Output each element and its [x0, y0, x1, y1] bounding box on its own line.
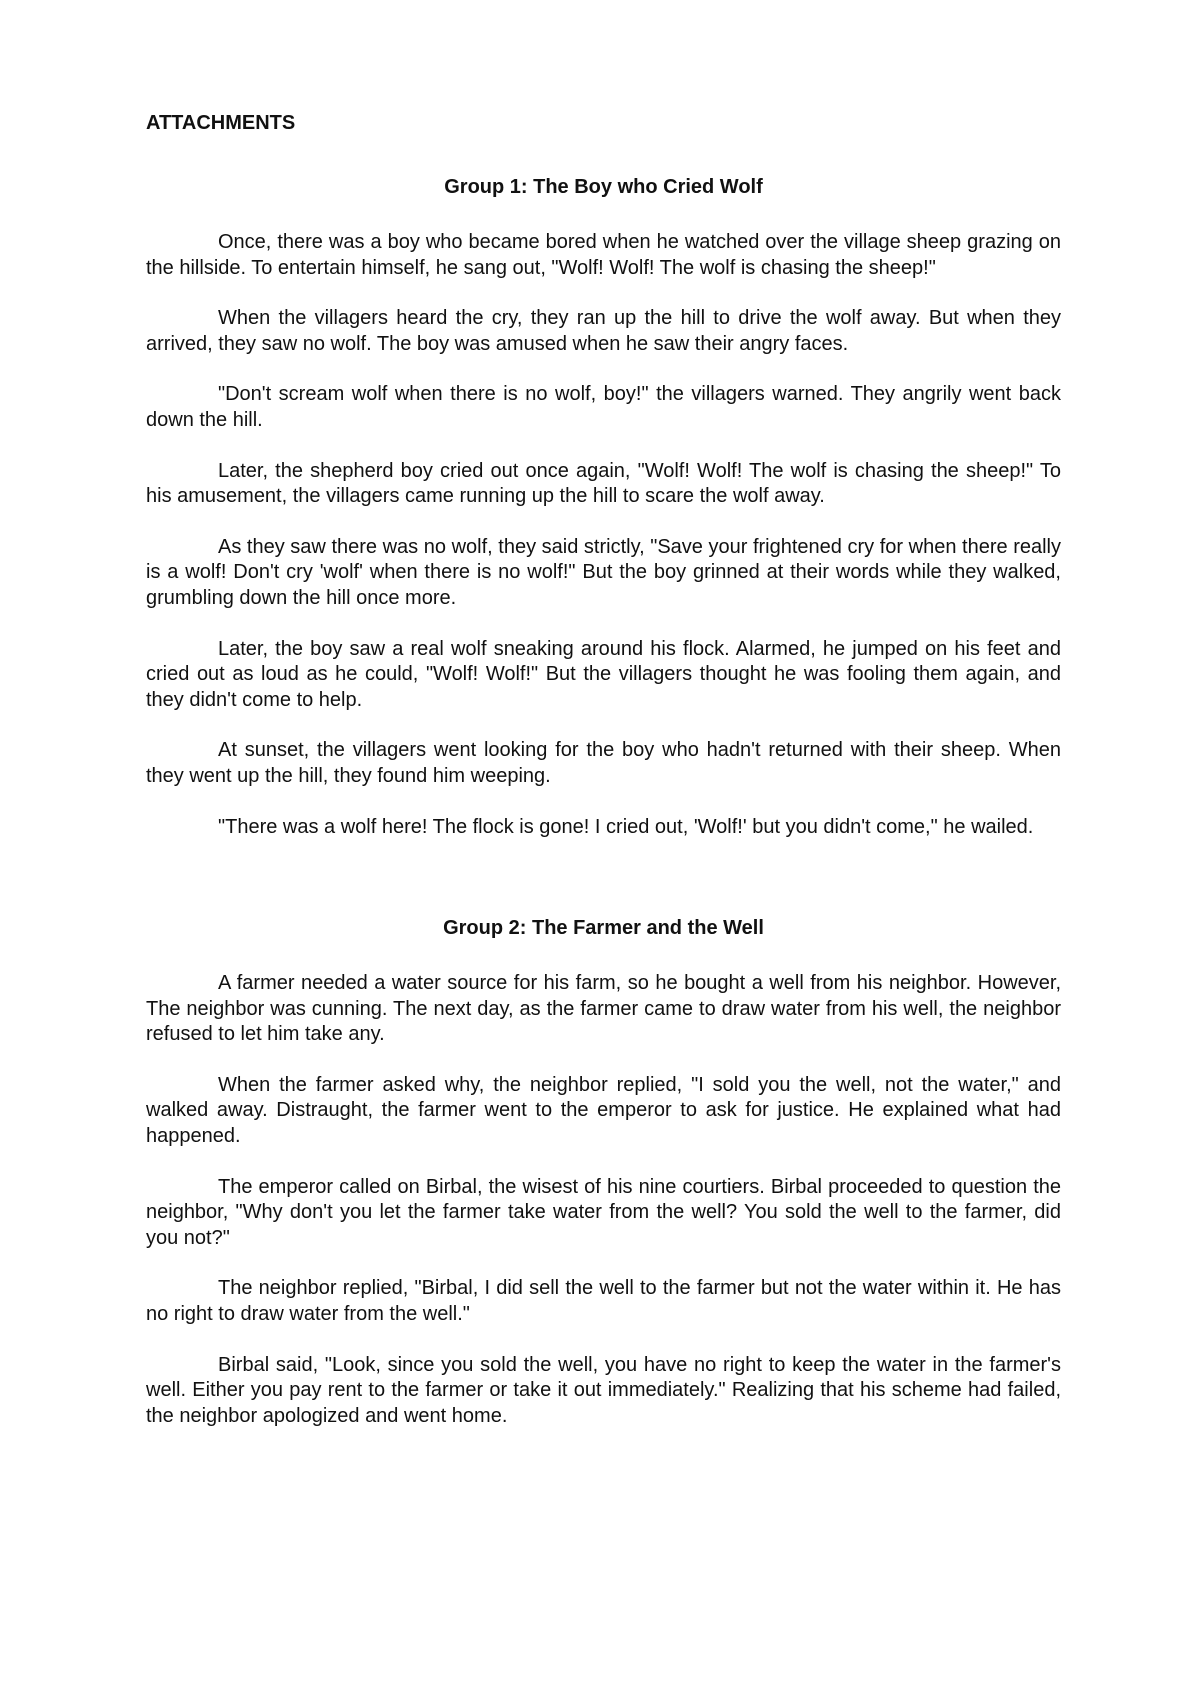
section-group-1: [146, 174, 1061, 840]
paragraph: Once, there was a boy who became bored when he watched over the village sheep grazing on the hillside. To entertain himself, he sang out, "Wolf! Wolf! The wolf is chasing the sheep!": [146, 231, 1061, 279]
section-group-2: [146, 915, 1061, 1429]
paragraph: Birbal said, "Look, since you sold the well, you have no right to keep the water in the farmer's well. Either you pay rent to the farmer or take it out immediately." Realizing that his scheme had failed, the neighbor apologized and went home.: [146, 1353, 1061, 1427]
paragraph: The emperor called on Birbal, the wisest of his nine courtiers. Birbal proceeded to question the neighbor, "Why don't you let the farmer take water from the well? You sold the well to the farmer, did you not?": [146, 1175, 1061, 1249]
paragraph: "There was a wolf here! The flock is gone! I cried out, 'Wolf!' but you didn't come," he wailed.: [218, 815, 1034, 838]
paragraph: At sunset, the villagers went looking for the boy who hadn't returned with their sheep. When they went up the hill, they found him weeping.: [146, 739, 1061, 787]
section-title: Group 1: The Boy who Cried Wolf: [444, 176, 763, 198]
paragraph: The neighbor replied, "Birbal, I did sell the well to the farmer but not the water within it. He has no right to draw water from the well.": [146, 1277, 1061, 1326]
paragraph: Later, the boy saw a real wolf sneaking around his flock. Alarmed, he jumped on his feet and cried out as loud as he could, "Wolf! Wolf!" But the villagers thought he was fooling them again, and they didn't come to help.: [146, 637, 1061, 711]
paragraph: As they saw there was no wolf, they said strictly, "Save your frightened cry for when there really is a wolf! Don't cry 'wolf' when there is no wolf!" But the boy grinned at their words while they walked, grumbling down the hill once more.: [146, 535, 1061, 609]
paragraph: A farmer needed a water source for his farm, so he bought a well from his neighbor. However, The neighbor was cunning. The next day, as the farmer came to draw water from his well, the neighbor refused to let him take any.: [146, 972, 1061, 1046]
section-spacer: [146, 865, 1061, 915]
section-title: Group 2: The Farmer and the Well: [443, 917, 764, 940]
document-page: [146, 110, 1061, 1454]
paragraph: "Don't scream wolf when there is no wolf, boy!" the villagers warned. They angrily went back down the hill.: [146, 383, 1061, 431]
paragraph: Later, the shepherd boy cried out once again, "Wolf! Wolf! The wolf is chasing the sheep!" To his amusement, the villagers came running up the hill to scare the wolf away.: [146, 459, 1061, 508]
paragraph: When the farmer asked why, the neighbor replied, "I sold you the well, not the water," and walked away. Distraught, the farmer went to the emperor to ask for justice. He explained what had happened.: [146, 1073, 1061, 1148]
paragraph: When the villagers heard the cry, they ran up the hill to drive the wolf away. But when they arrived, they saw no wolf. The boy was amused when he saw their angry faces.: [146, 307, 1061, 355]
document-heading: ATTACHMENTS: [146, 112, 296, 134]
